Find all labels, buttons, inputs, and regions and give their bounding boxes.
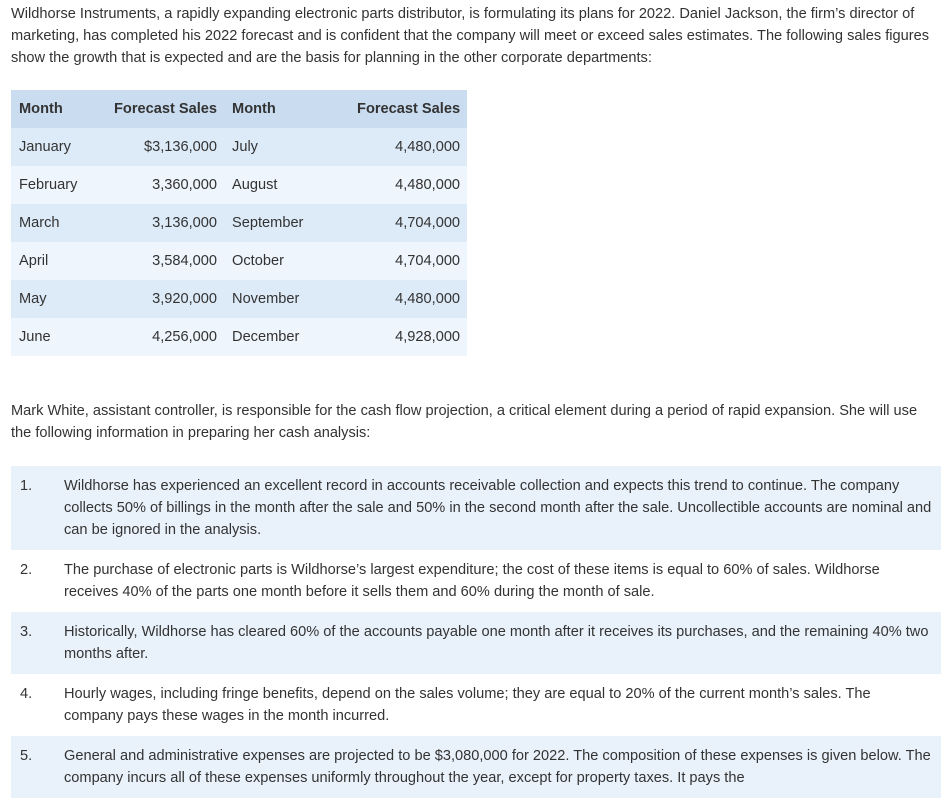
month-cell: August bbox=[224, 166, 349, 204]
sales-cell: 4,480,000 bbox=[349, 166, 467, 204]
list-item-number: 3. bbox=[20, 624, 33, 640]
table-row bbox=[11, 318, 467, 356]
month-cell: April bbox=[11, 242, 106, 280]
sales-cell: 3,584,000 bbox=[106, 242, 224, 280]
list-item bbox=[11, 550, 941, 612]
sales-cell: 3,136,000 bbox=[106, 204, 224, 242]
list-item bbox=[11, 612, 941, 674]
month-cell: June bbox=[11, 318, 106, 356]
header-forecast-sales: Forecast Sales bbox=[349, 90, 467, 128]
sales-cell: 4,256,000 bbox=[106, 318, 224, 356]
table-row bbox=[11, 128, 467, 166]
assumptions-list bbox=[11, 466, 941, 798]
sales-cell: 4,480,000 bbox=[349, 128, 467, 166]
month-cell: October bbox=[224, 242, 349, 280]
list-item bbox=[11, 736, 941, 798]
list-item-text: General and administrative expenses are projected to be $3,080,000 for 2022. The composition of these expenses is given below. The company incurs all of these expenses uniformly throughout the year, except for property taxes. It pays the bbox=[64, 748, 931, 786]
sales-cell: 4,480,000 bbox=[349, 280, 467, 318]
list-item bbox=[11, 466, 941, 550]
month-cell: September bbox=[224, 204, 349, 242]
intro-paragraph: Wildhorse Instruments, a rapidly expanding electronic parts distributor, is formulating its plans for 2022. Daniel Jackson, the firm’s director of marketing, has completed his 2022 forecast and is confident that the company will meet or exceed sales estimates. The following sales figures show the growth that is expected and are the basis for planning in the other corporate departments: bbox=[11, 6, 929, 66]
sales-cell: $3,136,000 bbox=[106, 128, 224, 166]
list-item-text: Wildhorse has experienced an excellent record in accounts receivable collection and expects this trend to continue. The company collects 50% of billings in the month after the sale and 50% in the second month after the sale. Uncollectible accounts are nominal and can be ignored in the analysis. bbox=[64, 478, 932, 538]
month-cell: February bbox=[11, 166, 106, 204]
month-cell: December bbox=[224, 318, 349, 356]
list-item-number: 4. bbox=[20, 686, 33, 702]
list-item-number: 2. bbox=[20, 562, 33, 578]
table-row bbox=[11, 166, 467, 204]
month-cell: November bbox=[224, 280, 349, 318]
month-cell: July bbox=[224, 128, 349, 166]
month-cell: May bbox=[11, 280, 106, 318]
cash-analysis-paragraph: Mark White, assistant controller, is responsible for the cash flow projection, a critical element during a period of rapid expansion. She will use the following information in preparing her cash analysis: bbox=[11, 403, 918, 441]
table-row bbox=[11, 280, 467, 318]
list-item-number: 5. bbox=[20, 748, 33, 764]
table-header-row bbox=[11, 90, 467, 128]
list-item-text: The purchase of electronic parts is Wildhorse’s largest expenditure; the cost of these items is equal to 60% of sales. Wildhorse receives 40% of the parts one month before it sells them and 60% during the month of sale. bbox=[64, 562, 880, 600]
list-item-text: Hourly wages, including fringe benefits, depend on the sales volume; they are equal to 20% of the current month’s sales. The company pays these wages in the month incurred. bbox=[64, 686, 871, 724]
header-month: Month bbox=[224, 90, 349, 128]
month-cell: January bbox=[11, 128, 106, 166]
forecast-sales-table bbox=[11, 90, 467, 356]
list-item bbox=[11, 674, 941, 736]
sales-cell: 4,704,000 bbox=[349, 242, 467, 280]
sales-cell: 4,704,000 bbox=[349, 204, 467, 242]
header-forecast-sales: Forecast Sales bbox=[106, 90, 224, 128]
sales-cell: 3,920,000 bbox=[106, 280, 224, 318]
sales-cell: 4,928,000 bbox=[349, 318, 467, 356]
list-item-number: 1. bbox=[20, 478, 33, 494]
list-item-text: Historically, Wildhorse has cleared 60% of the accounts payable one month after it receives its purchases, and the remaining 40% two months after. bbox=[64, 624, 929, 662]
month-cell: March bbox=[11, 204, 106, 242]
header-month: Month bbox=[11, 90, 106, 128]
table-row bbox=[11, 242, 467, 280]
sales-cell: 3,360,000 bbox=[106, 166, 224, 204]
table-row bbox=[11, 204, 467, 242]
